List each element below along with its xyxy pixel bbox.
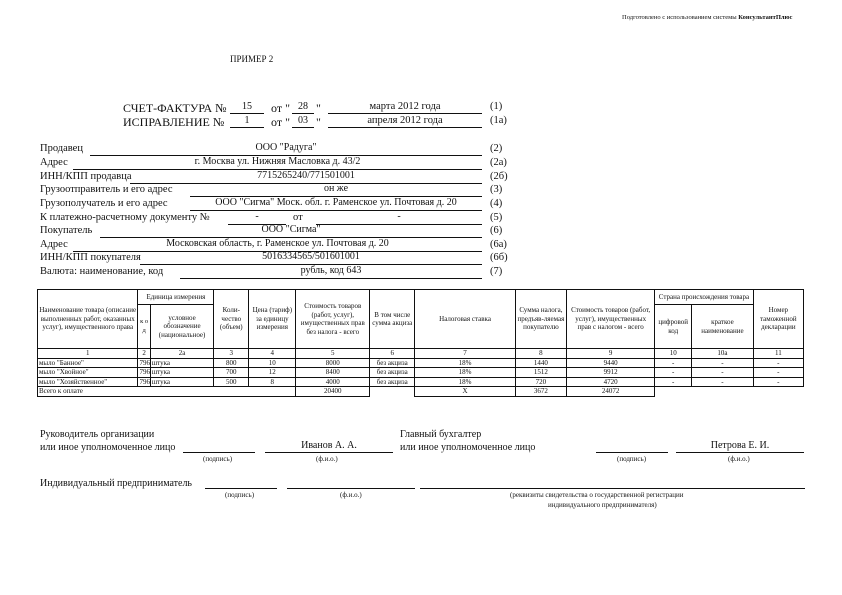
header-cost-wo-tax: Стоимость товаров (работ, услуг), имущественных прав без налога - всего: [296, 290, 370, 349]
col-number: 2а: [150, 349, 214, 359]
header-note-brand: КонсультантПлюс: [738, 14, 793, 21]
header-tax-rate: Налоговая ставка: [415, 290, 515, 349]
head-signature-hint: (подпись): [203, 455, 233, 463]
seller-address-label: Адрес: [40, 157, 68, 168]
header-unit-code: к о д: [138, 305, 150, 349]
currency-label: Валюта: наименование, код: [40, 266, 164, 277]
header-tax-sum: Сумма налога, предъяв-ляемая покупателю: [515, 290, 566, 349]
cell-customs: -: [753, 358, 803, 368]
cell-tax-rate: 18%: [415, 358, 515, 368]
col-number: 9: [567, 349, 655, 359]
header-country-code: цифровой код: [655, 305, 692, 349]
buyer-value: ООО "Сигма": [261, 224, 321, 235]
header-note-prefix: Подготовлено с использованием системы: [622, 14, 737, 21]
buyer-address-code: (6а): [490, 239, 507, 250]
col-number: 11: [753, 349, 803, 359]
buyer-inn-label: ИНН/КПП покупателя: [40, 252, 141, 263]
registration-hint-1: (реквизиты свидетельства о государственной регистрации: [510, 491, 684, 499]
buyer-inn-value: 5016334565/501601001: [262, 251, 360, 262]
cell-cost-wo-tax: 4000: [296, 377, 370, 387]
correction-day: 03: [292, 115, 314, 128]
correction-quote: ": [316, 115, 321, 129]
col-number: 4: [249, 349, 296, 359]
invoice-number: 15: [230, 101, 264, 114]
buyer-code: (6): [490, 225, 503, 236]
correction-date: апреля 2012 года: [328, 115, 482, 128]
cell-cost-wo-tax: 8000: [296, 358, 370, 368]
col-number: 7: [415, 349, 515, 359]
cell-tax-sum: 1440: [515, 358, 566, 368]
buyer-address-label: Адрес: [40, 239, 68, 250]
cell-qty: 800: [214, 358, 249, 368]
cell-tax-rate: 18%: [415, 377, 515, 387]
cell-name: мыло "Хозяйственное": [38, 377, 138, 387]
cell-unit-name: штука: [150, 377, 214, 387]
cell-customs: -: [753, 368, 803, 378]
table-row: [38, 368, 804, 378]
cell-tax-sum: 1512: [515, 368, 566, 378]
cell-unit-name: штука: [150, 368, 214, 378]
shipper-code: (3): [490, 184, 503, 195]
seller-label: Продавец: [40, 143, 83, 154]
invoice-table: [37, 289, 804, 397]
header-customs: Номер таможенной декларации: [753, 290, 803, 349]
cell-country-name: -: [692, 377, 754, 387]
col-number: 8: [515, 349, 566, 359]
currency-code: (7): [490, 266, 503, 277]
cell-qty: 700: [214, 368, 249, 378]
invoice-date: марта 2012 года: [328, 101, 482, 114]
col-number: 3: [214, 349, 249, 359]
seller-address-code: (2а): [490, 157, 507, 168]
col-number: 1: [38, 349, 138, 359]
cell-cost-wo-tax: 8400: [296, 368, 370, 378]
shipper-label: Грузоотправитель и его адрес: [40, 184, 173, 195]
total-row: [38, 387, 804, 397]
entrepreneur-signature-hint: (подпись): [225, 491, 255, 499]
buyer-address-value: Московская область, г. Раменское ул. Почтовая д. 20: [166, 238, 389, 249]
cell-tax-sum: 720: [515, 377, 566, 387]
cell-name: мыло "Хвойное": [38, 368, 138, 378]
currency-value: рубль, код 643: [300, 265, 362, 276]
invoice-day: 28: [292, 101, 314, 114]
total-cost-wo-tax: 20400: [296, 387, 370, 397]
col-number: 6: [370, 349, 415, 359]
header-name: Наименование товара (описание выполненных работ, оказанных услуг), имущественного права: [38, 290, 138, 349]
cell-unit-code: 796: [139, 377, 150, 386]
buyer-label: Покупатель: [40, 225, 93, 236]
cell-customs: -: [753, 377, 803, 387]
correction-title-label: ИСПРАВЛЕНИЕ №: [123, 115, 225, 129]
col-number: 10: [655, 349, 692, 359]
seller-inn-label: ИНН/КПП продавца: [40, 171, 132, 182]
head-name: Иванов А. А.: [301, 440, 357, 451]
consignee-label: Грузополучатель и его адрес: [40, 198, 168, 209]
header-country: Страна происхождения товара: [655, 290, 753, 305]
table-row: [38, 358, 804, 368]
cell-unit-code: 796: [139, 368, 150, 376]
cell-name: мыло "Банное": [38, 358, 138, 368]
head-label-1: Руководитель организации: [40, 429, 155, 440]
correction-number: 1: [230, 115, 264, 128]
entrepreneur-label: Индивидуальный предприниматель: [40, 478, 192, 489]
header-unit: Единица измерения: [138, 290, 214, 305]
accountant-name-hint: (ф.и.о.): [728, 455, 750, 463]
payment-doc-label: К платежно-расчетному документу №: [40, 212, 210, 223]
cell-cost-w-tax: 4720: [567, 377, 655, 387]
accountant-name: Петрова Е. И.: [710, 440, 770, 451]
header-qty: Коли-чество (объем): [214, 290, 249, 349]
cell-excise: без акциза: [370, 368, 415, 378]
seller-address-value: г. Москва ул. Нижняя Масловка д. 43/2: [194, 156, 361, 167]
column-numbers-row: [38, 349, 804, 359]
invoice-title-label: СЧЕТ-ФАКТУРА №: [123, 101, 227, 115]
total-label: Всего к оплате: [38, 387, 296, 397]
correction-code: (1а): [490, 115, 507, 126]
col-number: 5: [296, 349, 370, 359]
seller-code: (2): [490, 143, 503, 154]
header-cost-w-tax: Стоимость товаров (работ, услуг), имущественных прав с налогом - всего: [567, 290, 655, 349]
header-price: Цена (тариф) за единицу измерения: [249, 290, 296, 349]
correction-from-label: от ": [271, 115, 290, 129]
invoice-quote: ": [316, 101, 321, 115]
shipper-value: он же: [323, 183, 349, 194]
cell-unit-code: 796: [139, 358, 150, 367]
cell-cost-w-tax: 9912: [567, 368, 655, 378]
cell-qty: 500: [214, 377, 249, 387]
payment-doc-code: (5): [490, 212, 503, 223]
accountant-label-1: Главный бухгалтер: [400, 429, 482, 440]
consignee-code: (4): [490, 198, 503, 209]
cell-country-code: -: [655, 377, 692, 387]
consignee-value: ООО "Сигма" Моск. обл. г. Раменское ул. Почтовая д. 20: [215, 197, 457, 208]
seller-value: ООО "Радуга": [255, 142, 317, 153]
cell-unit-name: штука: [150, 358, 214, 368]
example-label: ПРИМЕР 2: [230, 54, 274, 64]
col-number: 10а: [692, 349, 754, 359]
cell-excise: без акциза: [370, 377, 415, 387]
invoice-from-label: от ": [271, 101, 290, 115]
header-note: [622, 14, 792, 21]
cell-price: 10: [249, 358, 296, 368]
accountant-signature-hint: (подпись): [617, 455, 647, 463]
total-tax-sum: 3672: [515, 387, 566, 397]
seller-inn-value: 7715265240/771501001: [257, 170, 355, 181]
total-tax-rate: X: [415, 387, 515, 397]
table-row: [38, 377, 804, 387]
accountant-label-2: или иное уполномоченное лицо: [400, 442, 536, 453]
header-country-name: краткое наименование: [692, 305, 754, 349]
cell-country-code: -: [655, 358, 692, 368]
cell-cost-w-tax: 9440: [567, 358, 655, 368]
col-number: 2: [138, 349, 150, 359]
total-cost-w-tax: 24072: [567, 387, 655, 397]
buyer-inn-code: (6б): [490, 252, 508, 263]
head-name-hint: (ф.и.о.): [316, 455, 338, 463]
entrepreneur-name-hint: (ф.и.о.): [340, 491, 362, 499]
cell-country-code: -: [655, 368, 692, 378]
registration-hint-2: индивидуального предпринимателя): [548, 501, 657, 509]
cell-country-name: -: [692, 368, 754, 378]
cell-price: 12: [249, 368, 296, 378]
cell-country-name: -: [692, 358, 754, 368]
header-unit-name: условное обозначение (национальное): [150, 305, 214, 349]
cell-tax-rate: 18%: [415, 368, 515, 378]
payment-doc-date: -: [397, 211, 401, 222]
payment-doc-from-label: от: [293, 212, 303, 223]
header-excise: В том числе сумма акциза: [370, 290, 415, 349]
cell-price: 8: [249, 377, 296, 387]
head-label-2: или иное уполномоченное лицо: [40, 442, 176, 453]
invoice-code: (1): [490, 101, 503, 112]
seller-inn-code: (2б): [490, 171, 508, 182]
payment-doc-value: -: [255, 211, 259, 222]
cell-excise: без акциза: [370, 358, 415, 368]
